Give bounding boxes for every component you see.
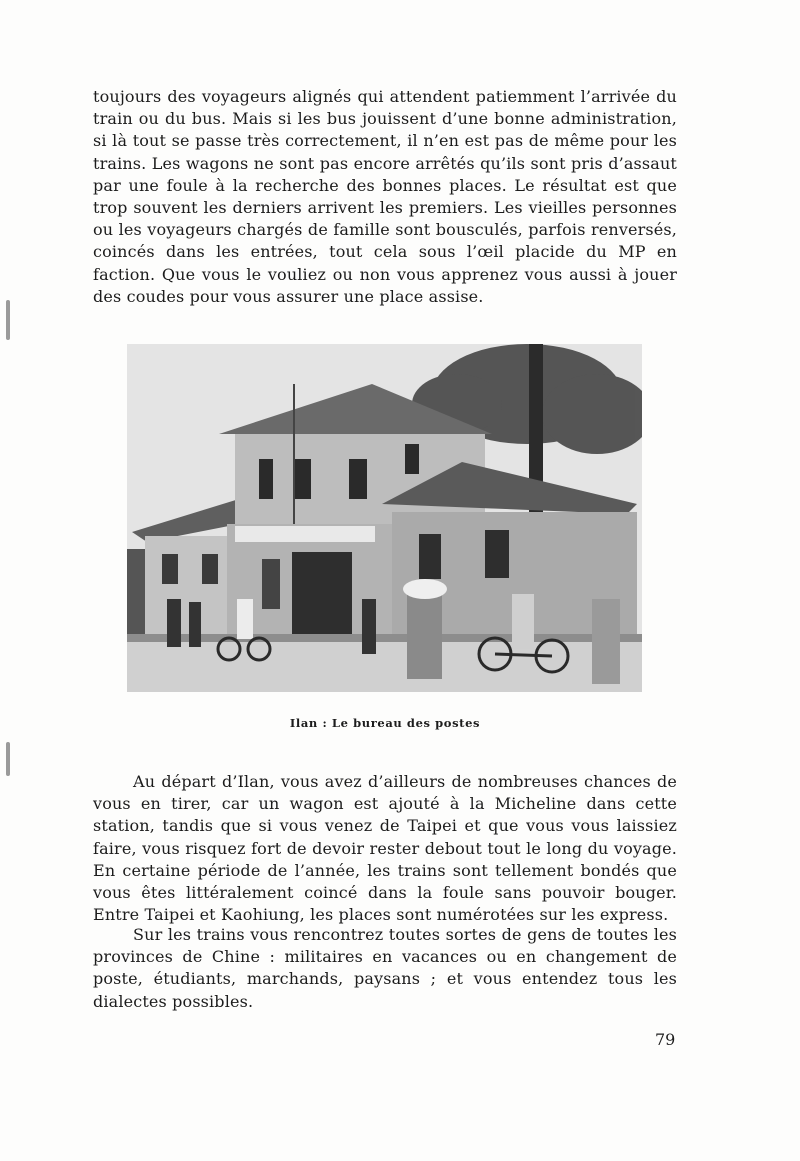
- paragraph-intro: toujours des voyageurs alignés qui attendent patiemment l’arrivée du train ou du bus. Mais si les bus jouissent d’une bonne administration, si là tout se passe très correctement, il n’en est pas de même pour les trains. Les wagons ne sont pas encore arrêtés qu’ils sont pris d’assaut par une foule à la recherche des bonnes places. Le résultat est que trop souvent les derniers arrivent les premiers. Les vieilles personnes ou les voyageurs chargés de famille sont bousculés, parfois renversés, coincés dans les entrées, tout cela sous l’œil placide du MP en faction. Que vous le vouliez ou non vous apprenez vous aussi à jouer des coudes pour vous assurer une place assise.: [93, 87, 677, 306]
- paragraph-train-passengers: Sur les trains vous rencontrez toutes sortes de gens de toutes les provinces de Chine : militaires en vacances ou en changement de poste, étudiants, marchands, paysans ; et vous entendez tous les dialectes possibles.: [93, 925, 677, 1011]
- page-number: 79: [655, 1030, 676, 1049]
- post-office-photo: [127, 344, 642, 692]
- photo-caption: Ilan : Le bureau des postes: [289, 716, 481, 730]
- paragraph-ilan-departure: Au départ d’Ilan, vous avez d’ailleurs de nombreuses chances de vous en tirer, car un wagon est ajouté à la Micheline dans cette station, tandis que si vous venez de Taipei et que vous vous laissiez faire, vous risquez fort de devoir rester debout tout le long du voyage. En certaine période de l’année, les trains sont tellement bondés que vous êtes littéralement coincé dans la foule sans pouvoir bouger. Entre Taipei et Kaohiung, les places sont numérotées sur les express.: [93, 772, 677, 925]
- margin-mark: [6, 742, 10, 776]
- photo-illustration: [127, 344, 642, 692]
- margin-mark: [6, 300, 10, 340]
